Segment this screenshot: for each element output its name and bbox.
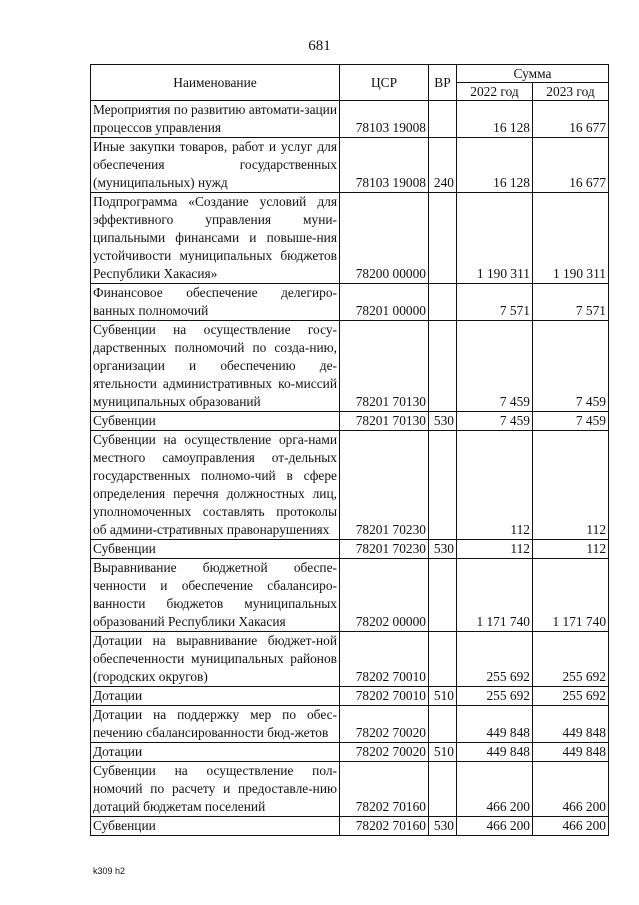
- row-name: Дотации на выравнивание бюджет-ной обеспеченности муниципальных районов (городских округов): [91, 632, 340, 687]
- row-vr: 530: [429, 817, 457, 836]
- row-csr: 78103 19008: [340, 101, 429, 138]
- header-csr: ЦСР: [340, 65, 429, 101]
- table-row: [91, 138, 609, 193]
- page-number: 681: [308, 38, 331, 54]
- row-csr: 78201 70230: [340, 540, 429, 559]
- row-sum-2022: 112: [457, 431, 533, 540]
- row-sum-2022: 7 571: [457, 284, 533, 321]
- row-sum-2023: 466 200: [533, 817, 609, 836]
- row-sum-2022: 1 190 311: [457, 193, 533, 284]
- row-vr: [429, 632, 457, 687]
- table-row: [91, 193, 609, 284]
- row-name: Субвенции: [91, 540, 340, 559]
- row-csr: 78202 70160: [340, 762, 429, 817]
- row-vr: [429, 101, 457, 138]
- row-vr: 240: [429, 138, 457, 193]
- row-sum-2023: 255 692: [533, 632, 609, 687]
- row-sum-2023: 449 848: [533, 706, 609, 743]
- row-csr: 78201 70230: [340, 431, 429, 540]
- row-name: Иные закупки товаров, работ и услуг для обеспечения государственных (муниципальных) нужд: [91, 138, 340, 193]
- row-csr: 78202 70010: [340, 687, 429, 706]
- row-csr: 78202 70020: [340, 743, 429, 762]
- table-row: [91, 101, 609, 138]
- table-row: [91, 540, 609, 559]
- header-name: Наименование: [91, 65, 340, 101]
- row-name: Выравнивание бюджетной обеспе-ченности и обеспечение сбалансиро-ванности бюджетов муниципальных образований Республики Хакасия: [91, 559, 340, 632]
- row-name: Финансовое обеспечение делегиро-ванных полномочий: [91, 284, 340, 321]
- row-sum-2023: 466 200: [533, 762, 609, 817]
- row-name: Дотации: [91, 687, 340, 706]
- row-csr: 78202 70160: [340, 817, 429, 836]
- table-row: [91, 559, 609, 632]
- header-year-2023: 2023 год: [533, 83, 609, 101]
- header-year-2022: 2022 год: [457, 83, 533, 101]
- row-csr: 78201 70130: [340, 412, 429, 431]
- table-row: [91, 632, 609, 687]
- row-sum-2022: 7 459: [457, 321, 533, 412]
- row-sum-2022: 466 200: [457, 817, 533, 836]
- row-vr: [429, 193, 457, 284]
- row-sum-2023: 16 677: [533, 138, 609, 193]
- table-row: [91, 321, 609, 412]
- row-sum-2022: 449 848: [457, 706, 533, 743]
- row-sum-2022: 16 128: [457, 138, 533, 193]
- header-vr: ВР: [429, 65, 457, 101]
- row-name: Субвенции на осуществление орга-нами местного самоуправления от-дельных государственных полномо-чий в сфере определения перечня должностных лиц, уполномоченных составлять протоколы об админи-стративных правонарушениях: [91, 431, 340, 540]
- row-name: Субвенции на осуществление пол-номочий по расчету и предоставле-нию дотаций бюджетам поселений: [91, 762, 340, 817]
- row-sum-2022: 466 200: [457, 762, 533, 817]
- row-sum-2022: 7 459: [457, 412, 533, 431]
- footer-code: k309 h2: [93, 866, 126, 876]
- row-vr: [429, 706, 457, 743]
- row-csr: 78200 00000: [340, 193, 429, 284]
- table-row: [91, 762, 609, 817]
- row-vr: [429, 431, 457, 540]
- table-row: [91, 706, 609, 743]
- row-vr: [429, 559, 457, 632]
- row-name: Дотации на поддержку мер по обес-печению сбалансированности бюд-жетов: [91, 706, 340, 743]
- row-vr: [429, 762, 457, 817]
- row-sum-2022: 255 692: [457, 632, 533, 687]
- table-row: [91, 412, 609, 431]
- row-name: Подпрограмма «Создание условий для эффективного управления муни-ципальными финансами и повыше-ния устойчивости муниципальных бюджетов Республики Хакасия»: [91, 193, 340, 284]
- table-row: [91, 817, 609, 836]
- row-csr: 78201 70130: [340, 321, 429, 412]
- table-row: [91, 431, 609, 540]
- row-name: Субвенции: [91, 817, 340, 836]
- row-vr: 510: [429, 743, 457, 762]
- row-name: Субвенции: [91, 412, 340, 431]
- row-csr: 78201 00000: [340, 284, 429, 321]
- row-csr: 78202 00000: [340, 559, 429, 632]
- budget-table: [90, 64, 609, 836]
- row-vr: [429, 321, 457, 412]
- row-sum-2022: 16 128: [457, 101, 533, 138]
- row-vr: 530: [429, 540, 457, 559]
- row-sum-2023: 7 571: [533, 284, 609, 321]
- row-name: Мероприятия по развитию автомати-зации процессов управления: [91, 101, 340, 138]
- row-sum-2023: 112: [533, 431, 609, 540]
- row-vr: [429, 284, 457, 321]
- row-sum-2023: 449 848: [533, 743, 609, 762]
- row-sum-2023: 1 171 740: [533, 559, 609, 632]
- table-row: [91, 743, 609, 762]
- row-sum-2023: 7 459: [533, 321, 609, 412]
- row-sum-2022: 1 171 740: [457, 559, 533, 632]
- table-body: [91, 101, 609, 836]
- table-row: [91, 687, 609, 706]
- row-sum-2022: 255 692: [457, 687, 533, 706]
- row-sum-2023: 16 677: [533, 101, 609, 138]
- row-sum-2023: 7 459: [533, 412, 609, 431]
- row-sum-2022: 449 848: [457, 743, 533, 762]
- row-csr: 78103 19008: [340, 138, 429, 193]
- header-sum: Сумма: [457, 65, 609, 83]
- table-row: [91, 284, 609, 321]
- row-csr: 78202 70020: [340, 706, 429, 743]
- row-name: Субвенции на осуществление госу-дарственных полномочий по созда-нию, организации и обеспечению де-ятельности административных ко-миссий муниципальных образований: [91, 321, 340, 412]
- row-sum-2023: 1 190 311: [533, 193, 609, 284]
- row-sum-2023: 112: [533, 540, 609, 559]
- row-vr: 530: [429, 412, 457, 431]
- row-csr: 78202 70010: [340, 632, 429, 687]
- row-sum-2023: 255 692: [533, 687, 609, 706]
- row-sum-2022: 112: [457, 540, 533, 559]
- row-vr: 510: [429, 687, 457, 706]
- row-name: Дотации: [91, 743, 340, 762]
- table-header: [91, 65, 609, 101]
